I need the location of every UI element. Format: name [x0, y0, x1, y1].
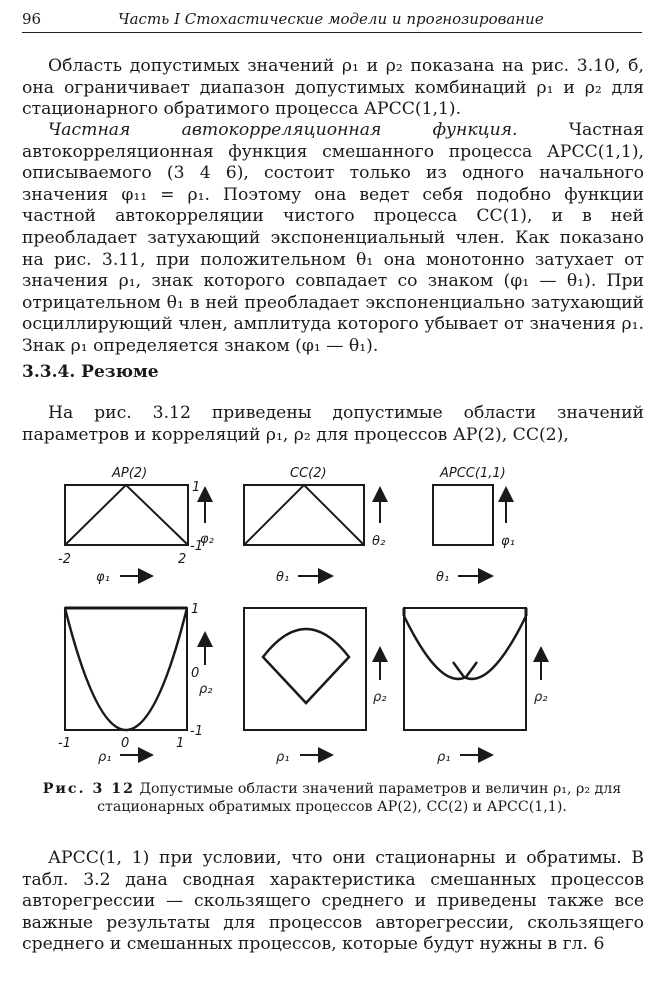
- ar2-corr-tick-top: 1: [191, 602, 200, 617]
- ar2-corr-tick-bottom: -1: [190, 724, 203, 739]
- ar2-tick-right: 2: [178, 552, 187, 567]
- ma2-corr-region: [263, 629, 349, 703]
- ma2-corr-box: [244, 608, 366, 730]
- figure-caption: [22, 780, 642, 816]
- ar2-corr-tick-left: -1: [58, 736, 71, 751]
- ar2-param-triangle: [65, 485, 188, 545]
- paragraph-3: На рис. 3.12 приведены допустимые области значений параметров и корреляций ρ₁, ρ₂ для процессов АР(2), СС(2),: [22, 403, 644, 445]
- ar2-param-box: [65, 485, 188, 545]
- arma11-param-box: [433, 485, 493, 545]
- running-title: Часть I Стохастические модели и прогнозирование: [118, 10, 544, 28]
- page-header: [22, 8, 642, 33]
- arma11-title: АРСС(1,1): [440, 466, 506, 481]
- caption-text: Допустимые области значений параметров и величин ρ₁, ρ₂ для стационарных обратимых процессов АР(2), СС(2) и АРСС(1,1).: [97, 781, 622, 815]
- section-heading: 3.3.4. Резюме: [22, 362, 159, 382]
- paragraph-1: Область допустимых значений ρ₁ и ρ₂ показана на рис. 3.10, б, она ограничивает диапазон допустимых комбинаций ρ₁ и ρ₂ для стационарного обратимого процесса АРСС(1,1).: [22, 56, 644, 120]
- paragraph-2: [22, 120, 644, 358]
- ar2-corr-tick-mid: 0: [191, 666, 200, 681]
- ma2-param-triangle: [244, 485, 364, 545]
- ar2-corr-tick-center: 0: [121, 736, 130, 751]
- caption-label: Рис. 3 12: [42, 781, 135, 797]
- arma11-x-label: θ₁: [436, 570, 450, 585]
- paragraph-4: АРСС(1, 1) при условии, что они стационарны и обратимы. В табл. 3.2 дана сводная характеристика смешанных процессов авторегрессии — скользящего среднего и приведены также все важные результаты для процессов авторегрессии, скользящего среднего и смешанных процессов, которые будут нужны в гл. 6: [22, 848, 644, 955]
- ma2-corr-x-label: ρ₁: [276, 750, 290, 765]
- ar2-y-label: φ₂: [200, 532, 214, 547]
- ar2-corr-tick-right: 1: [176, 736, 185, 751]
- ar2-tick-top: 1: [192, 480, 201, 495]
- ar2-title: АР(2): [112, 466, 148, 481]
- arma11-corr-curve-left: [404, 616, 477, 679]
- arma11-corr-box: [404, 608, 526, 730]
- ar2-x-label: φ₁: [96, 570, 110, 585]
- ar2-corr-y-label: ρ₂: [199, 682, 213, 697]
- arma11-corr-y-label: ρ₂: [534, 690, 548, 705]
- paragraph-2-lead: Частная автокорреляционная функция.: [48, 120, 518, 140]
- ar2-corr-x-label: ρ₁: [98, 750, 112, 765]
- ma2-corr-y-label: ρ₂: [373, 690, 387, 705]
- ar2-tick-bottom: -1: [190, 539, 203, 554]
- page-number: 96: [22, 10, 42, 28]
- ar2-corr-parabola: [65, 608, 187, 730]
- arma11-y-label: φ₁: [501, 534, 515, 549]
- arma11-corr-x-label: ρ₁: [437, 750, 451, 765]
- ma2-param-box: [244, 485, 364, 545]
- figure-3-12: [0, 455, 667, 775]
- paragraph-2-body: Частная автокорреляционная функция смешанного процесса АРСС(1,1), описываемого (3 4 6), состоит только из одного начального значения φ₁₁ = ρ₁. Поэтому она ведет себя подобно функции частной автокорреляции чистого процесса СС(1), и в ней преобладает затухающий экспоненциальный член. Как показано на рис. 3.11, при положительном θ₁ она монотонно затухает от значения ρ₁, знак которого совпадает со знаком (φ₁ — θ₁). При отрицательном θ₁ в ней преобладает экспоненциально затухающий осциллирующий член, амплитуда которого убывает от значения ρ₁. Знак ρ₁ определяется знаком (φ₁ — θ₁).: [22, 120, 644, 356]
- arma11-corr-curve-right: [453, 616, 526, 679]
- ma2-title: СС(2): [290, 466, 327, 481]
- ma2-x-label: θ₁: [276, 570, 290, 585]
- ma2-y-label: θ₂: [372, 534, 386, 549]
- ar2-tick-left: -2: [58, 552, 71, 567]
